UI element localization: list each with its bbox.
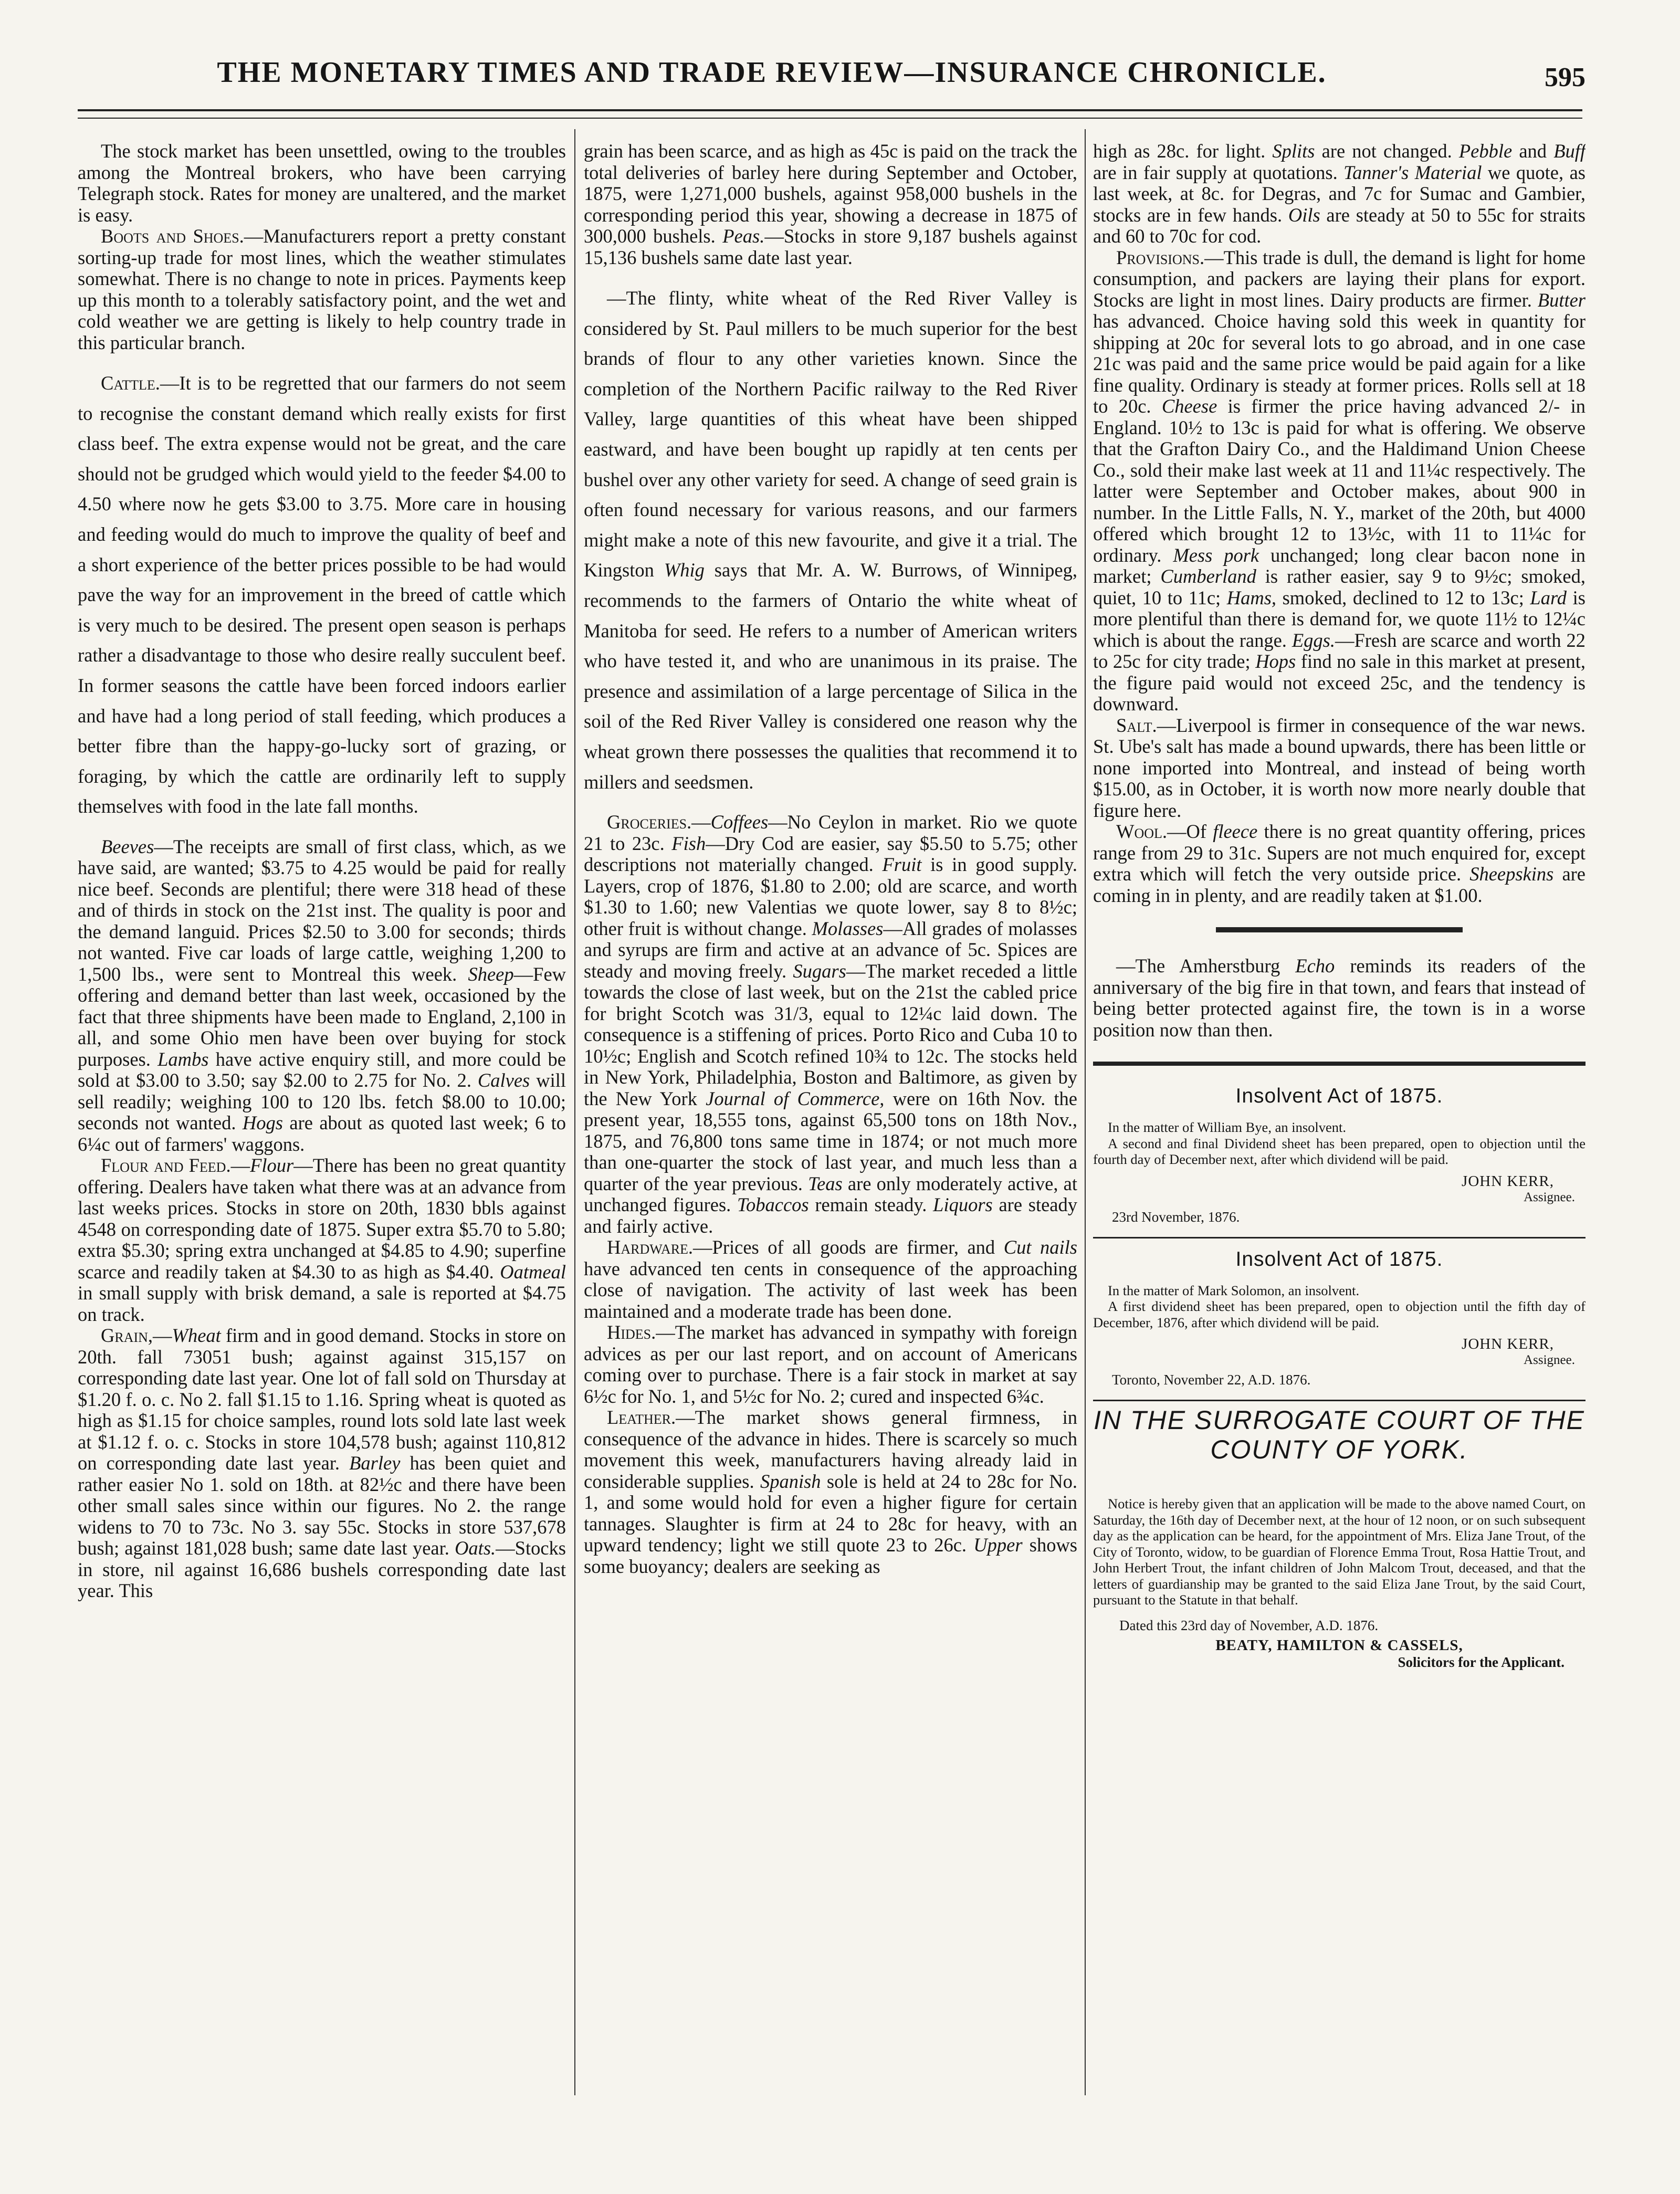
notice-title: Insolvent Act of 1875. [1235, 1247, 1443, 1271]
column-2 [584, 141, 1077, 2094]
boots-shoes-paragraph: Boots and Shoes.—Manufacturers report a pretty constant sorting-up trade for most lines, which the weather stimulates somewhat. There is no change to note in prices. Payments keep up this month to a tolerably satisfactory point, and the wet and cold weather we are getting is likely to help country trade in this particular branch. [78, 225, 566, 353]
section-heading: Provisions. [1116, 246, 1205, 268]
page-header [74, 50, 1586, 108]
advert-divider [1093, 1062, 1586, 1066]
column-1 [78, 141, 566, 2094]
subheading: Hogs [242, 1112, 283, 1134]
salt-paragraph: Salt.—Liverpool is firmer in consequence of the war news. St. Ube's salt has made a bound upwards, there has been little or none imported into Montreal, and instead of being worth $15.00, as in October, it is worth now more nearly double that figure here. [1093, 714, 1586, 821]
section-heading: Grain, [101, 1325, 153, 1347]
insolvent-notice-1: Insolvent Act of 1875. In the matter of William Bye, an insolvent. A second and final Dividend sheet has been prepared, open to objection until the fourth day of December next, after which dividend will be paid. JOHN KERR, Assignee. 23rd November, 1876. [1093, 1085, 1586, 1225]
leather-continued-paragraph: high as 28c. for light. Splits are not changed. Pebble and Buff are in fair supply at quotations. Tanner's Material we quote, as last week, at 8c. for Degras, and 7c for Sumac and Gambier, stocks are in few hands. Oils are steady at 50 to 55c for straits and 60 to 70c for cod. [1093, 141, 1586, 247]
surrogate-court-notice: IN THE SURROGATE COURT OF THE COUNTY OF YORK. Notice is hereby given that an application will be made to the above named Court, on Saturday, the 16th day of December next, at the hour of 12 noon, or on such subsequent day as the application can be heard, for the appointment of Mrs. Eliza Jane Trout, of the City of Toronto, widow, to be guardian of Florence Emma Trout, Rosa Hattie Trout, and John Herbert Trout, the infant children of John Malcom Trout, deceased, and that the letters of guardianship may be granted to the said Eliza Jane Trout, by the said Court, pursuant to the Statute in that behalf. Dated this 23rd day of November, A.D. 1876. BEATY, HAMILTON & CASSELS, Solicitors for the Applicant. [1093, 1405, 1586, 1670]
subheading: Sheep [468, 963, 514, 985]
provisions-paragraph: Provisions.—This trade is dull, the demand is light for home consumption, and packers are laying their plans for export. Stocks are light in most lines. Dairy products are firmer. Butter has advanced. Choice having sold this week in quantity for shipping at 20c for several lots to go abroad, and in one case 21c was paid and the same price would be paid again for a like fine quality. Ordinary is steady at former prices. Rolls sell at 18 to 20c. Cheese is firmer the price having advanced 2/- in England. 10½ to 13c is paid for what is offering. We observe that the Grafton Dairy Co., and the Haldimand Union Cheese Co., sold their make last week at 11 and 11¼c respectively. The latter were September and October makes, about 900 in number. In the Little Falls, N. Y., market of the 20th, but 4000 offered which brought 12 to 13½c, with 11 to 11¼c for ordinary. Mess pork unchanged; long clear bacon none in market; Cumberland is rather easier, say 9 to 9½c; smoked, quiet, 10 to 11c; Hams, smoked, declined to 12 to 13c; Lard is more plentiful than there is demand for, we quote 11½ to 12¼c which is about the range. Eggs.—Fresh are scarce and worth 22 to 25c for city trade; Hops find no sale in this market at present, the figure paid would not exceed 25c, and the tendency is downward. [1093, 246, 1586, 715]
court-notice-title: IN THE SURROGATE COURT OF THE COUNTY OF YORK. [1094, 1405, 1585, 1464]
section-heading: Hardware. [607, 1236, 694, 1258]
amherstburg-paragraph: —The Amherstburg Echo reminds its readers of the anniversary of the big fire in that town, and fears that instead of being better protected against fire, the town is in a worse position now than then. [1093, 955, 1586, 1041]
flour-feed-paragraph: Flour and Feed.—Flour—There has been no great quantity offering. Dealers have taken what there was at an advance from last weeks prices. Stocks in store on 20th, 1830 bbls against 4548 on corresponding date of 1875. Super extra $5.70 to 5.80; extra $5.30; spring extra unchanged at $4.85 to 4.90; superfine scarce and readily taken at $4.30 to as high as $4.40. Oatmeal in small supply with brisk demand, a sale is reported at $4.75 on track. [78, 1154, 566, 1325]
section-heading: Boots and Shoes. [101, 225, 244, 247]
section-heading: Cattle. [101, 372, 160, 394]
cattle-paragraph: Cattle.—It is to be regretted that our farmers do not seem to recognise the constant demand which really exists for first class beef. The extra expense would not be great, and the care should not be grudged which would yield to the feeder $4.00 to 4.50 where now he gets $3.00 to 3.75. More care in housing and feeding would do much to improve the quality of beef and a short experience of the better prices possible to be had would pave the way for an improvement in the breed of cattle which is very much to be desired. The present open season is perhaps rather a disadvantage to those who desire really succulent beef. In former seasons the cattle have been forced indoors earlier and have had a long period of stall feeding, which produces a better fibre than the happy-go-lucky sort of grazing, or foraging, by which the cattle are ordinarily left to supply themselves with food in the late fall months. [78, 372, 566, 817]
stock-market-paragraph: The stock market has been unsettled, owing to the troubles among the Montreal brokers, who have been carrying Telegraph stock. Rates for money are unaltered, and the market is easy. [78, 141, 566, 226]
wool-paragraph: Wool.—Of fleece there is no great quantity offering, prices range from 29 to 31c. Supers are not much enquired for, except extra which will fetch the very outside price. Sheepskins are coming in in plenty, and are readily taken at $1.00. [1093, 821, 1586, 906]
subheading: Beeves [101, 835, 154, 857]
section-heading: Groceries. [607, 811, 692, 833]
page-number: 595 [1545, 62, 1586, 92]
section-heading: Salt. [1116, 714, 1157, 736]
section-divider [1216, 927, 1463, 932]
insolvent-notice-2: Insolvent Act of 1875. In the matter of Mark Solomon, an insolvent. A first dividend sheet has been prepared, open to objection until the fifth day of December, 1876, after which dividend will be paid. JOHN KERR, Assignee. Toronto, November 22, A.D. 1876. [1093, 1247, 1586, 1388]
notice-rule [1093, 1237, 1586, 1238]
grain-paragraph: Grain,—Wheat firm and in good demand. Stocks in store on 20th. fall 73051 bush; against against 315,157 on corresponding date last year. One lot of fall sold on Thursday at $1.20 f. o. c. No 2. fall $1.15 to 1.16. Spring wheat is quoted as high as $1.15 for choice samples, round lots sold late last week at $1.12 f. o. c. Stocks in store 104,578 bush; against 110,812 on corresponding date last year. Barley has been quiet and rather easier No 1. sold on 18th. at 82½c and there have been other small sales since within our figures. No 2. the range widens to 70 to 73c. No 3. say 55c. Stocks in store 537,678 bush; against 181,028 bush; same date last year. Oats.—Stocks in store, nil against 16,686 bushels corresponding date last year. This [78, 1325, 566, 1602]
subheading: Lambs [158, 1048, 209, 1070]
leather-paragraph: Leather.—The market shows general firmness, in consequence of the advance in hides. There is scarcely so much movement this week, manufacturers having already laid in considerable supplies. Spanish sole is held at 24 to 28c for No. 1, and some would hold for even a higher figure for certain tannages. Slaughter is firm at 24 to 28c for heavy, with an upward tendency; light we still quote 23 to 26c. Upper shows some buoyancy; dealers are seeking as [584, 1406, 1077, 1577]
header-rule [78, 109, 1582, 111]
notice-rule [1093, 1400, 1586, 1401]
beeves-paragraph: Beeves—The receipts are small of first class, which, as we have said, are wanted; $3.75 to 4.25 would be paid for really nice beef. Seconds are plentiful; there were 318 head of these and of thirds in stock on the 21st inst. The quality is poor and the demand languid. Prices $2.50 to 3.00 for seconds; thirds not wanted. Five car loads of large cattle, weighing 1,200 to 1,500 lbs., were sent to Montreal this week. Sheep—Few offering and demand better than last week, occasioned by the fact that three shipments have been made to England, 2,100 in all, and some Ohio men have been over buying for stock purposes. Lambs have active enquiry still, and more could be sold at $3.00 to 3.50; say $2.00 to 2.75 for No. 2. Calves will sell readily; weighing 100 to 120 lbs. fetch $8.00 to 10.00; seconds not wanted. Hogs are about as quoted last week; 6 to 6¼c out of farmers' waggons. [78, 835, 566, 1155]
hides-paragraph: Hides.—The market has advanced in sympathy with foreign advices as per our last report, and on account of Americans coming over to purchase. There is a fair stock in market at say 6½c for No. 1, and 5½c for No. 2; cured and inspected 6¾c. [584, 1321, 1077, 1407]
section-heading: Hides. [607, 1321, 656, 1343]
column-3 [1093, 141, 1586, 2094]
column-divider [574, 129, 575, 2095]
subheading: Calves [477, 1069, 530, 1091]
notice-title: Insolvent Act of 1875. [1235, 1085, 1443, 1107]
section-heading: Wool. [1116, 821, 1168, 842]
red-river-wheat-paragraph: —The flinty, white wheat of the Red River Valley is considered by St. Paul millers to be much superior for the best brands of flour to any other varieties known. Since the completion of the Northern Pacific railway to the Red River Valley, large quantities of this wheat have been shipped eastward, and have been bought up rapidly at ten cents per bushel over any other variety for seed. A change of seed grain is often found necessary for various reasons, and our farmers might make a note of this new favourite, and give it a trial. The Kingston Whig says that Mr. A. W. Burrows, of Winnipeg, recommends to the farmers of Ontario the white wheat of Manitoba for seed. He refers to a number of American writers who have tested it, and who are unanimous in its praise. The presence and assimilation of a large percentage of Silica in the soil of the Red River Valley is considered one reason why the wheat grown there possesses the qualities that recommend it to millers and seedsmen. [584, 287, 1077, 793]
notice-signer: JOHN KERR, [1462, 1172, 1554, 1190]
publication-title: THE MONETARY TIMES AND TRADE REVIEW—INSURANCE CHRONICLE. [217, 56, 1327, 89]
column-divider [1085, 129, 1086, 2095]
groceries-paragraph: Groceries.—Coffees—No Ceylon in market. Rio we quote 21 to 23c. Fish—Dry Cod are easier, say $5.50 to 5.75; other descriptions not materially changed. Fruit is in good supply. Layers, crop of 1876, $1.80 to 2.00; old are scarce, and worth $1.30 to 1.60; new Valentias we quote lower, say 8 to 8½c; other fruit is without change. Molasses—All grades of molasses and syrups are firm and active at an advance of 5c. Spices are steady and moving freely. Sugars—The market receded a little towards the close of last week, but on the 21st the cabled price for bright Scotch was 31/3, equal to 12¼c laid down. The consequence is a stiffening of prices. Porto Rico and Cuba 10 to 10½c; English and Scotch refined 10¾ to 12c. The stocks held in New York, Philadelphia, Boston and Baltimore, as given by the New York Journal of Commerce, were on 16th Nov. the present year, 18,555 tons, against 65,500 tons on 18th Nov., 1875, and 76,800 tons same time in 1874; or not much more than one-quarter the stock of last year, and much less than a quarter of the year previous. Teas are only moderately active, at unchanged figures. Tobaccos remain steady. Liquors are steady and fairly active. [584, 811, 1077, 1237]
section-heading: Flour and Feed. [101, 1154, 231, 1177]
barley-continued-paragraph: grain has been scarce, and as high as 45c is paid on the track the total deliveries of barley here during September and October, 1875, were 1,271,000 bushels, against 958,000 bushels in the corresponding period this year, showing a decrease in 1875 of 300,000 bushels. Peas.—Stocks in store 9,187 bushels against 15,136 bushels same date last year. [584, 141, 1077, 268]
hardware-paragraph: Hardware.—Prices of all goods are firmer, and Cut nails have advanced ten cents in consequence of the approaching close of navigation. The activity of last week has been maintained and a moderate trade has been done. [584, 1236, 1077, 1322]
section-heading: Leather. [607, 1406, 676, 1429]
header-rule-thin [78, 118, 1582, 119]
notice-signer: JOHN KERR, [1462, 1336, 1554, 1352]
court-signer: BEATY, HAMILTON & CASSELS, [1215, 1636, 1463, 1654]
